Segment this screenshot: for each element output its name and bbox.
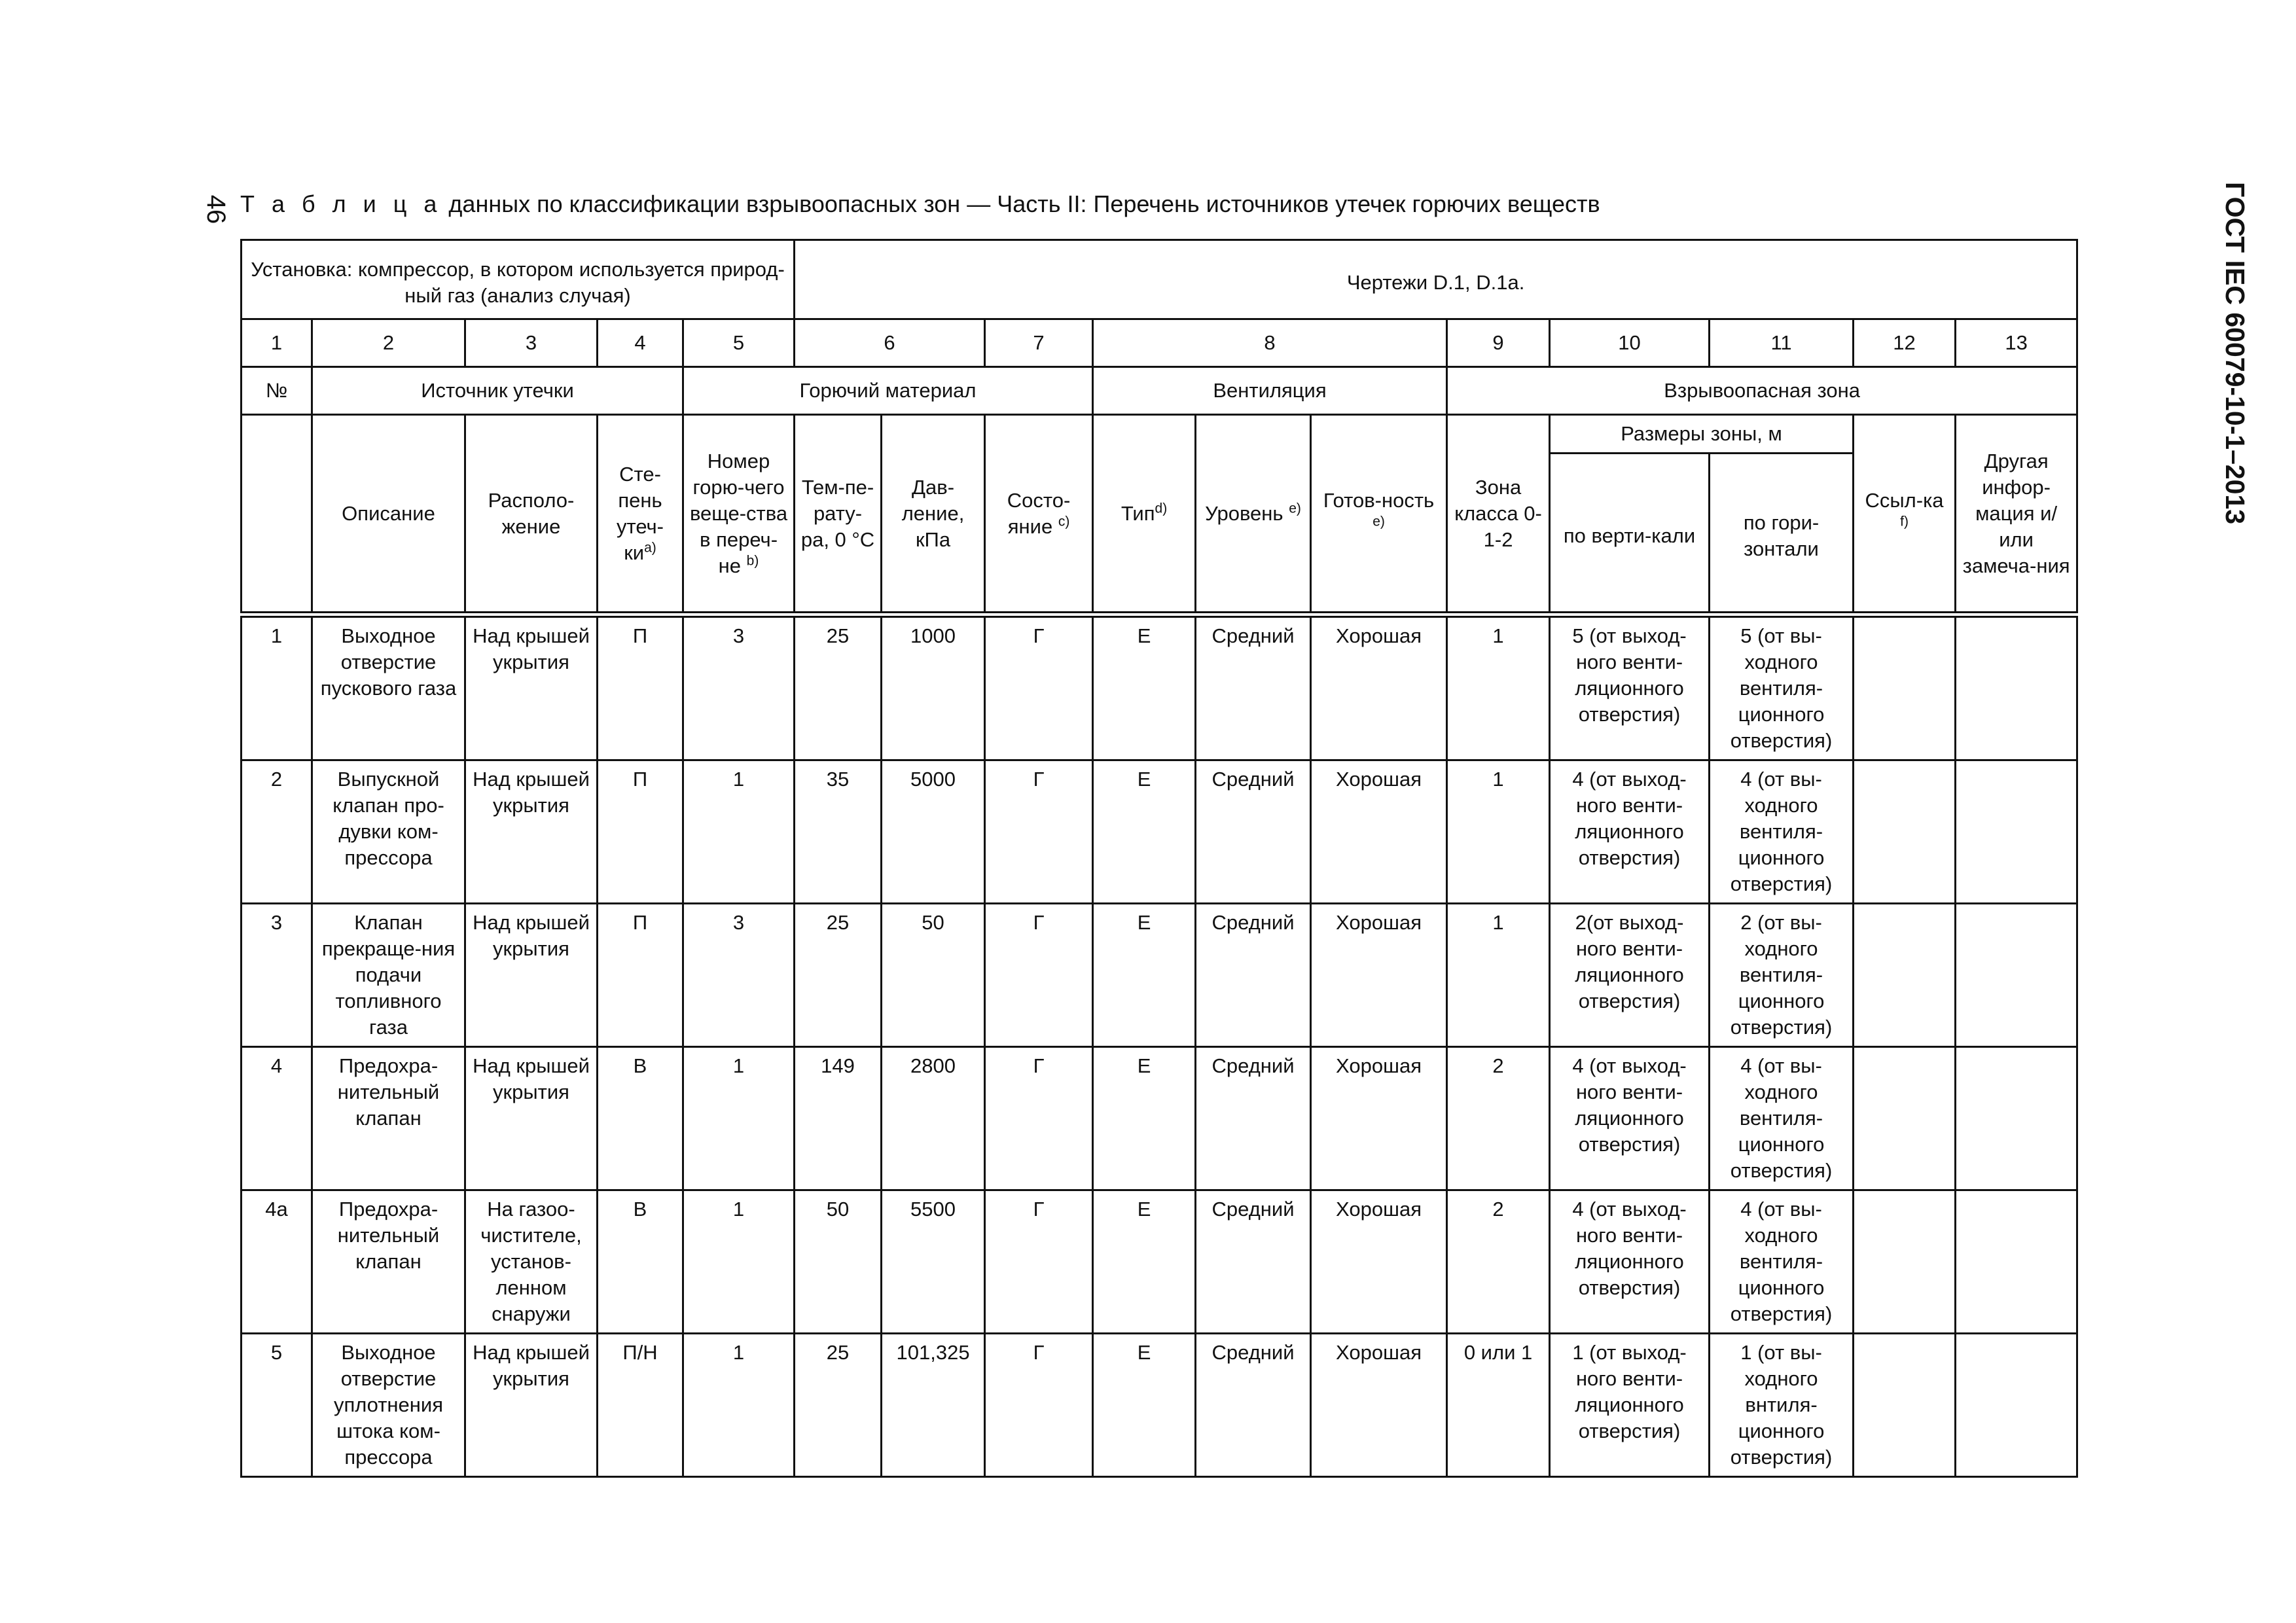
reference-header: Ссыл-ка $^{f)}$ <box>1854 415 1956 615</box>
no-subheader <box>242 415 312 615</box>
row-number-cell: 4 <box>242 1047 312 1190</box>
temperature-cell: 25 <box>795 904 882 1047</box>
location-cell: Над крышей укрытия <box>465 1047 598 1190</box>
column-number: 6 <box>795 319 985 367</box>
type-cell: Е <box>1093 615 1196 760</box>
vertical-size-cell: 5 (от выход-ного венти-ляционного отверстия) <box>1550 615 1710 760</box>
reference-cell <box>1854 904 1956 1047</box>
description-cell: Выходное отверстие уплотнения штока ком-прессора <box>312 1334 465 1477</box>
horizontal-size-cell: 4 (от вы-ходного вентиля-ционного отверстия) <box>1710 1047 1854 1190</box>
vertical-size-cell: 2(от выход-ного венти-ляционного отверстия) <box>1550 904 1710 1047</box>
temperature-cell: 149 <box>795 1047 882 1190</box>
horizontal-size-cell: 2 (от вы-ходного вентиля-ционного отверстия) <box>1710 904 1854 1047</box>
reference-cell <box>1854 1190 1956 1334</box>
column-number: 5 <box>683 319 795 367</box>
table-row <box>242 1334 2077 1477</box>
level-cell: Средний <box>1196 760 1311 904</box>
installation-cell: Установка: компрессор, в котором используется природ-ный газ (анализ случая) <box>242 240 795 319</box>
pressure-cell: 2800 <box>882 1047 985 1190</box>
other-info-cell <box>1956 904 2077 1047</box>
state-cell: Г <box>985 1047 1093 1190</box>
column-number: 10 <box>1550 319 1710 367</box>
header-row <box>242 415 2077 454</box>
running-head: ГОСТ IEC 60079-10-1–2013 <box>2220 182 2250 525</box>
substance-cell: 1 <box>683 1047 795 1190</box>
state-cell: Г <box>985 615 1093 760</box>
substance-cell: 1 <box>683 1190 795 1334</box>
table-row <box>242 1190 2077 1334</box>
data-rows <box>242 615 2077 1477</box>
caption-label: Т а б л и ц а <box>240 190 442 217</box>
other-info-cell <box>1956 1334 2077 1477</box>
degree-cell: П <box>598 615 683 760</box>
row-number-cell: 4а <box>242 1190 312 1334</box>
material-group-header: Горючий материал <box>683 367 1093 415</box>
reference-cell <box>1854 1334 1956 1477</box>
classification-table <box>240 239 2078 1478</box>
no-header: № <box>242 367 312 415</box>
substance-cell: 3 <box>683 904 795 1047</box>
vertical-size-cell: 4 (от выход-ного венти-ляционного отверстия) <box>1550 760 1710 904</box>
state-cell: Г <box>985 1334 1093 1477</box>
drawings-cell: Чертежи D.1, D.1a. <box>795 240 2077 319</box>
reference-cell <box>1854 760 1956 904</box>
zone-group-header: Взрывоопасная зона <box>1447 367 2077 415</box>
row-number-cell: 1 <box>242 615 312 760</box>
degree-cell: П <box>598 904 683 1047</box>
pressure-cell: 5000 <box>882 760 985 904</box>
temperature-cell: 25 <box>795 1334 882 1477</box>
description-cell: Выходное отверстие пускового газа <box>312 615 465 760</box>
horizontal-header: по гори-зонтали <box>1710 454 1854 615</box>
location-cell: Над крышей укрытия <box>465 760 598 904</box>
zone-class-cell: 1 <box>1447 904 1550 1047</box>
state-cell: Г <box>985 760 1093 904</box>
column-number: 11 <box>1710 319 1854 367</box>
horizontal-size-cell: 1 (от вы-ходного внтиля-ционного отверстия) <box>1710 1334 1854 1477</box>
description-cell: Предохра-нительный клапан <box>312 1047 465 1190</box>
location-cell: Над крышей укрытия <box>465 904 598 1047</box>
reference-cell <box>1854 1047 1956 1190</box>
pressure-cell: 50 <box>882 904 985 1047</box>
zone-class-cell: 2 <box>1447 1047 1550 1190</box>
temperature-cell: 35 <box>795 760 882 904</box>
level-cell: Средний <box>1196 1334 1311 1477</box>
temperature-cell: 50 <box>795 1190 882 1334</box>
other-info-cell <box>1956 760 2077 904</box>
other-info-cell <box>1956 1047 2077 1190</box>
availability-cell: Хорошая <box>1311 904 1447 1047</box>
temperature-cell: 25 <box>795 615 882 760</box>
substance-cell: 3 <box>683 615 795 760</box>
pressure-cell: 1000 <box>882 615 985 760</box>
zone-dimensions-header: Размеры зоны, м <box>1550 415 1854 454</box>
availability-header: Готов-ность $^{e)}$ <box>1311 415 1447 615</box>
description-cell: Предохра-нительный клапан <box>312 1190 465 1334</box>
level-cell: Средний <box>1196 615 1311 760</box>
substance-cell: 1 <box>683 1334 795 1477</box>
vertical-size-cell: 1 (от выход-ного венти-ляционного отверстия) <box>1550 1334 1710 1477</box>
level-cell: Средний <box>1196 1190 1311 1334</box>
availability-cell: Хорошая <box>1311 760 1447 904</box>
state-header: Состо-яние $^{c)}$ <box>985 415 1093 615</box>
other-info-cell <box>1956 1190 2077 1334</box>
pressure-cell: 101,325 <box>882 1334 985 1477</box>
table-title-row <box>242 240 2077 319</box>
pressure-header: Дав-ление, кПа <box>882 415 985 615</box>
column-numbers-row <box>242 319 2077 367</box>
horizontal-size-cell: 4 (от вы-ходного вентиля-ционного отверстия) <box>1710 1190 1854 1334</box>
level-header: Уровень $^{e)}$ <box>1196 415 1311 615</box>
location-cell: На газоо-чистителе, установ-ленном снаружи <box>465 1190 598 1334</box>
group-header-row <box>242 367 2077 415</box>
table-row <box>242 904 2077 1047</box>
description-header: Описание <box>312 415 465 615</box>
availability-cell: Хорошая <box>1311 1190 1447 1334</box>
description-cell: Выпускной клапан про-дувки ком-прессора <box>312 760 465 904</box>
row-number-cell: 3 <box>242 904 312 1047</box>
type-header: Тип$^{d)}$ <box>1093 415 1196 615</box>
horizontal-size-cell: 5 (от вы-ходного вентиля-ционного отверстия) <box>1710 615 1854 760</box>
location-header: Располо-жение <box>465 415 598 615</box>
substance-cell: 1 <box>683 760 795 904</box>
vertical-header: по верти-кали <box>1550 454 1710 615</box>
degree-cell: П/Н <box>598 1334 683 1477</box>
caption-text: данных по классификации взрывоопасных зон — Часть II: Перечень источников утечек горючих веществ <box>448 190 1600 217</box>
degree-cell: П <box>598 760 683 904</box>
level-cell: Средний <box>1196 1047 1311 1190</box>
table-caption <box>240 188 1600 221</box>
zone-class-cell: 0 или 1 <box>1447 1334 1550 1477</box>
substance-header: Номер горю-чего веще-ства в переч-не $^{b)}$ <box>683 415 795 615</box>
type-cell: Е <box>1093 1047 1196 1190</box>
row-number-cell: 5 <box>242 1334 312 1477</box>
column-number: 13 <box>1956 319 2077 367</box>
table-row <box>242 1047 2077 1190</box>
degree-cell: В <box>598 1190 683 1334</box>
zone-class-cell: 1 <box>1447 615 1550 760</box>
horizontal-size-cell: 4 (от вы-ходного вентиля-ционного отверстия) <box>1710 760 1854 904</box>
table-row <box>242 760 2077 904</box>
table-row <box>242 615 2077 760</box>
column-number: 8 <box>1093 319 1447 367</box>
availability-cell: Хорошая <box>1311 1047 1447 1190</box>
source-group-header: Источник утечки <box>312 367 683 415</box>
column-number: 9 <box>1447 319 1550 367</box>
zone-class-header: Зона класса 0-1-2 <box>1447 415 1550 615</box>
column-number: 12 <box>1854 319 1956 367</box>
type-cell: Е <box>1093 1190 1196 1334</box>
page-number: 46 <box>202 194 230 224</box>
column-number: 1 <box>242 319 312 367</box>
row-number-cell: 2 <box>242 760 312 904</box>
temperature-header: Тем-пе-рату-ра, 0 °С <box>795 415 882 615</box>
type-cell: Е <box>1093 760 1196 904</box>
zone-class-cell: 2 <box>1447 1190 1550 1334</box>
column-number: 3 <box>465 319 598 367</box>
other-header: Другая инфор-мация и/или замеча-ния <box>1956 415 2077 615</box>
vertical-size-cell: 4 (от выход-ного венти-ляционного отверстия) <box>1550 1047 1710 1190</box>
level-cell: Средний <box>1196 904 1311 1047</box>
vertical-size-cell: 4 (от выход-ного венти-ляционного отверстия) <box>1550 1190 1710 1334</box>
column-number: 4 <box>598 319 683 367</box>
state-cell: Г <box>985 1190 1093 1334</box>
ventilation-group-header: Вентиляция <box>1093 367 1447 415</box>
reference-cell <box>1854 615 1956 760</box>
availability-cell: Хорошая <box>1311 1334 1447 1477</box>
description-cell: Клапан прекраще-ния подачи топливного газа <box>312 904 465 1047</box>
type-cell: Е <box>1093 1334 1196 1477</box>
location-cell: Над крышей укрытия <box>465 1334 598 1477</box>
pressure-cell: 5500 <box>882 1190 985 1334</box>
state-cell: Г <box>985 904 1093 1047</box>
column-number: 7 <box>985 319 1093 367</box>
other-info-cell <box>1956 615 2077 760</box>
column-number: 2 <box>312 319 465 367</box>
degree-cell: В <box>598 1047 683 1190</box>
zone-class-cell: 1 <box>1447 760 1550 904</box>
availability-cell: Хорошая <box>1311 615 1447 760</box>
degree-header: Сте-пень утеч-$ки^{a)}$ <box>598 415 683 615</box>
type-cell: Е <box>1093 904 1196 1047</box>
location-cell: Над крышей укрытия <box>465 615 598 760</box>
